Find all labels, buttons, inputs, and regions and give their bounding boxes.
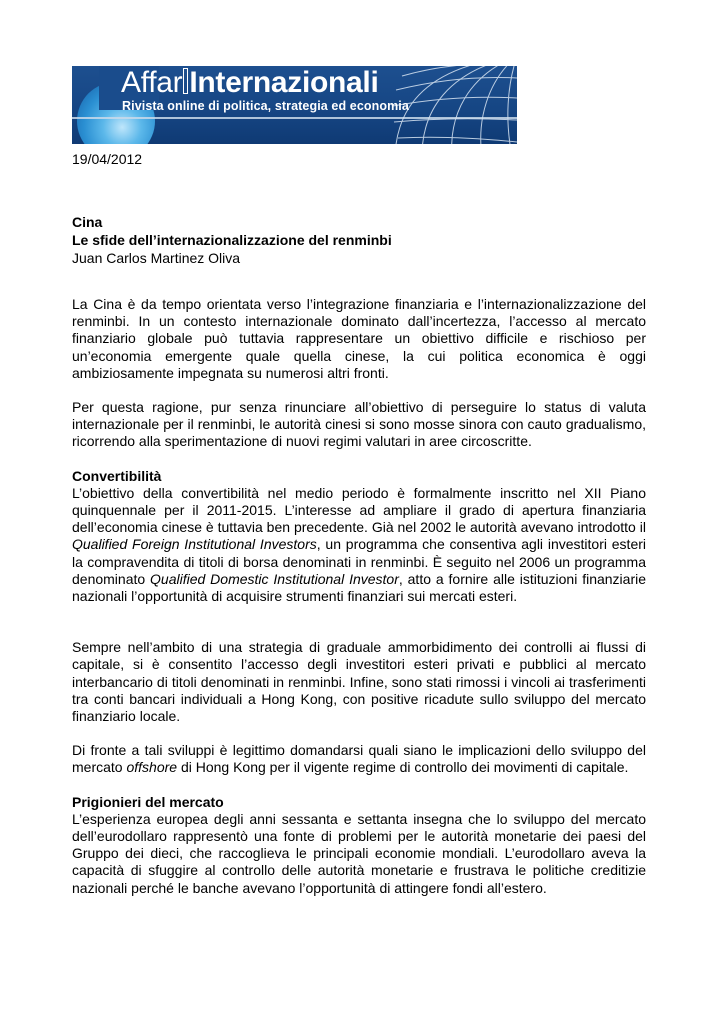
paragraph: La Cina è da tempo orientata verso l’integrazione finanziaria e l’internazionalizzazione del renminbi. In un contesto internazionale dominato dall’incertezza, l’accesso al mercato finanziario globale può tuttavia rappresentare un obiettivo difficile e rischioso per un’economia emergente quale quella cinese, la cui politica economica è oggi ambiziosamente impegnata su numerosi altri fronti. — [72, 296, 646, 381]
paragraph: L’esperienza europea degli anni sessanta e settanta insegna che lo sviluppo del mercato dell’eurodollaro rappresentò una fonte di problemi per le autorità monetarie dei paesi del Gruppo dei dieci, che raccoglieva le principali economie mondiali. L’eurodollaro aveva la capacità di sfuggire al controllo delle autorità monetarie e frustrava le politiche creditizie nazionali perché le banche avevano l’opportunità di attingere fondi all’estero. — [72, 810, 646, 896]
italic-term: offshore — [126, 759, 178, 776]
masthead-bracket-icon — [183, 68, 188, 94]
italic-term: Qualified Domestic Institutional Investor — [150, 570, 399, 587]
text-run: Di fronte a tali sviluppi è legittimo domandarsi quali siano le implicazioni dello sviluppo del mercato — [72, 742, 646, 776]
text-run: , atto a fornire alle istituzioni finanziarie nazionali l’opportunità di acquisire strumenti finanziari sui mercati esteri. — [72, 570, 647, 605]
text-run: L’obiettivo della convertibilità nel medio periodo è formalmente inscritto nel XII Piano quinquennale per il 2011-2015. L’interesse ad ampliare il grado di apertura finanziaria dell’economia cinese è tuttavia ben precedente. Già nel 2002 le autorità avevano introdotto il — [72, 484, 646, 536]
text-run: , un programma che consentiva agli investitori esteri la compravendita di titoli di borsa denominati in renminbi. È seguito nel 2006 un programma denominato — [72, 536, 646, 587]
section-heading-prigionieri: Prigionieri del mercato — [72, 793, 224, 810]
paragraph: Sempre nell’ambito di una strategia di graduale ammorbidimento dei controlli ai flussi di capitale, si è consentito l’accesso degli investitori esteri privati e pubblici al mercato interbancario di titoli denominati in renminbi. Infine, sono stati rimossi i vincoli ai trasferimenti tra conti bancari individuali a Hong Kong, con positive ricadute sullo sviluppo del mercato finanziario locale. — [72, 639, 646, 725]
paragraph — [72, 742, 646, 776]
article-date: 19/04/2012 — [72, 151, 143, 167]
article-author: Juan Carlos Martinez Oliva — [72, 250, 241, 266]
italic-term: Qualified Foreign Institutional Investors — [72, 536, 317, 553]
text-run: di Hong Kong per il vigente regime di controllo dei movimenti di capitale. — [177, 759, 629, 776]
masthead-banner — [72, 66, 517, 144]
article-kicker: Cina — [72, 214, 103, 230]
document-page — [72, 66, 647, 896]
article-heading — [72, 213, 392, 267]
article-headline: Le sfide dell’internazionalizzazione del renminbi — [72, 232, 392, 248]
section-heading-convertibilita: Convertibilità — [72, 467, 162, 484]
masthead-title-light: Affar — [121, 66, 183, 99]
article-body — [72, 296, 646, 897]
paragraph — [72, 485, 646, 605]
masthead-subtitle: Rivista online di politica, strategia ed economia — [122, 99, 409, 113]
paragraph: Per questa ragione, pur senza rinunciare all’obiettivo di perseguire lo status di valuta internazionale per il renminbi, le autorità cinesi si sono mosse sinora con cauto gradualismo, ricorrendo alla sperimentazione di nuovi regimi valutari in aree circoscritte. — [72, 399, 646, 450]
masthead-title-bold: Internazionali — [189, 66, 379, 99]
masthead-title — [121, 66, 379, 100]
